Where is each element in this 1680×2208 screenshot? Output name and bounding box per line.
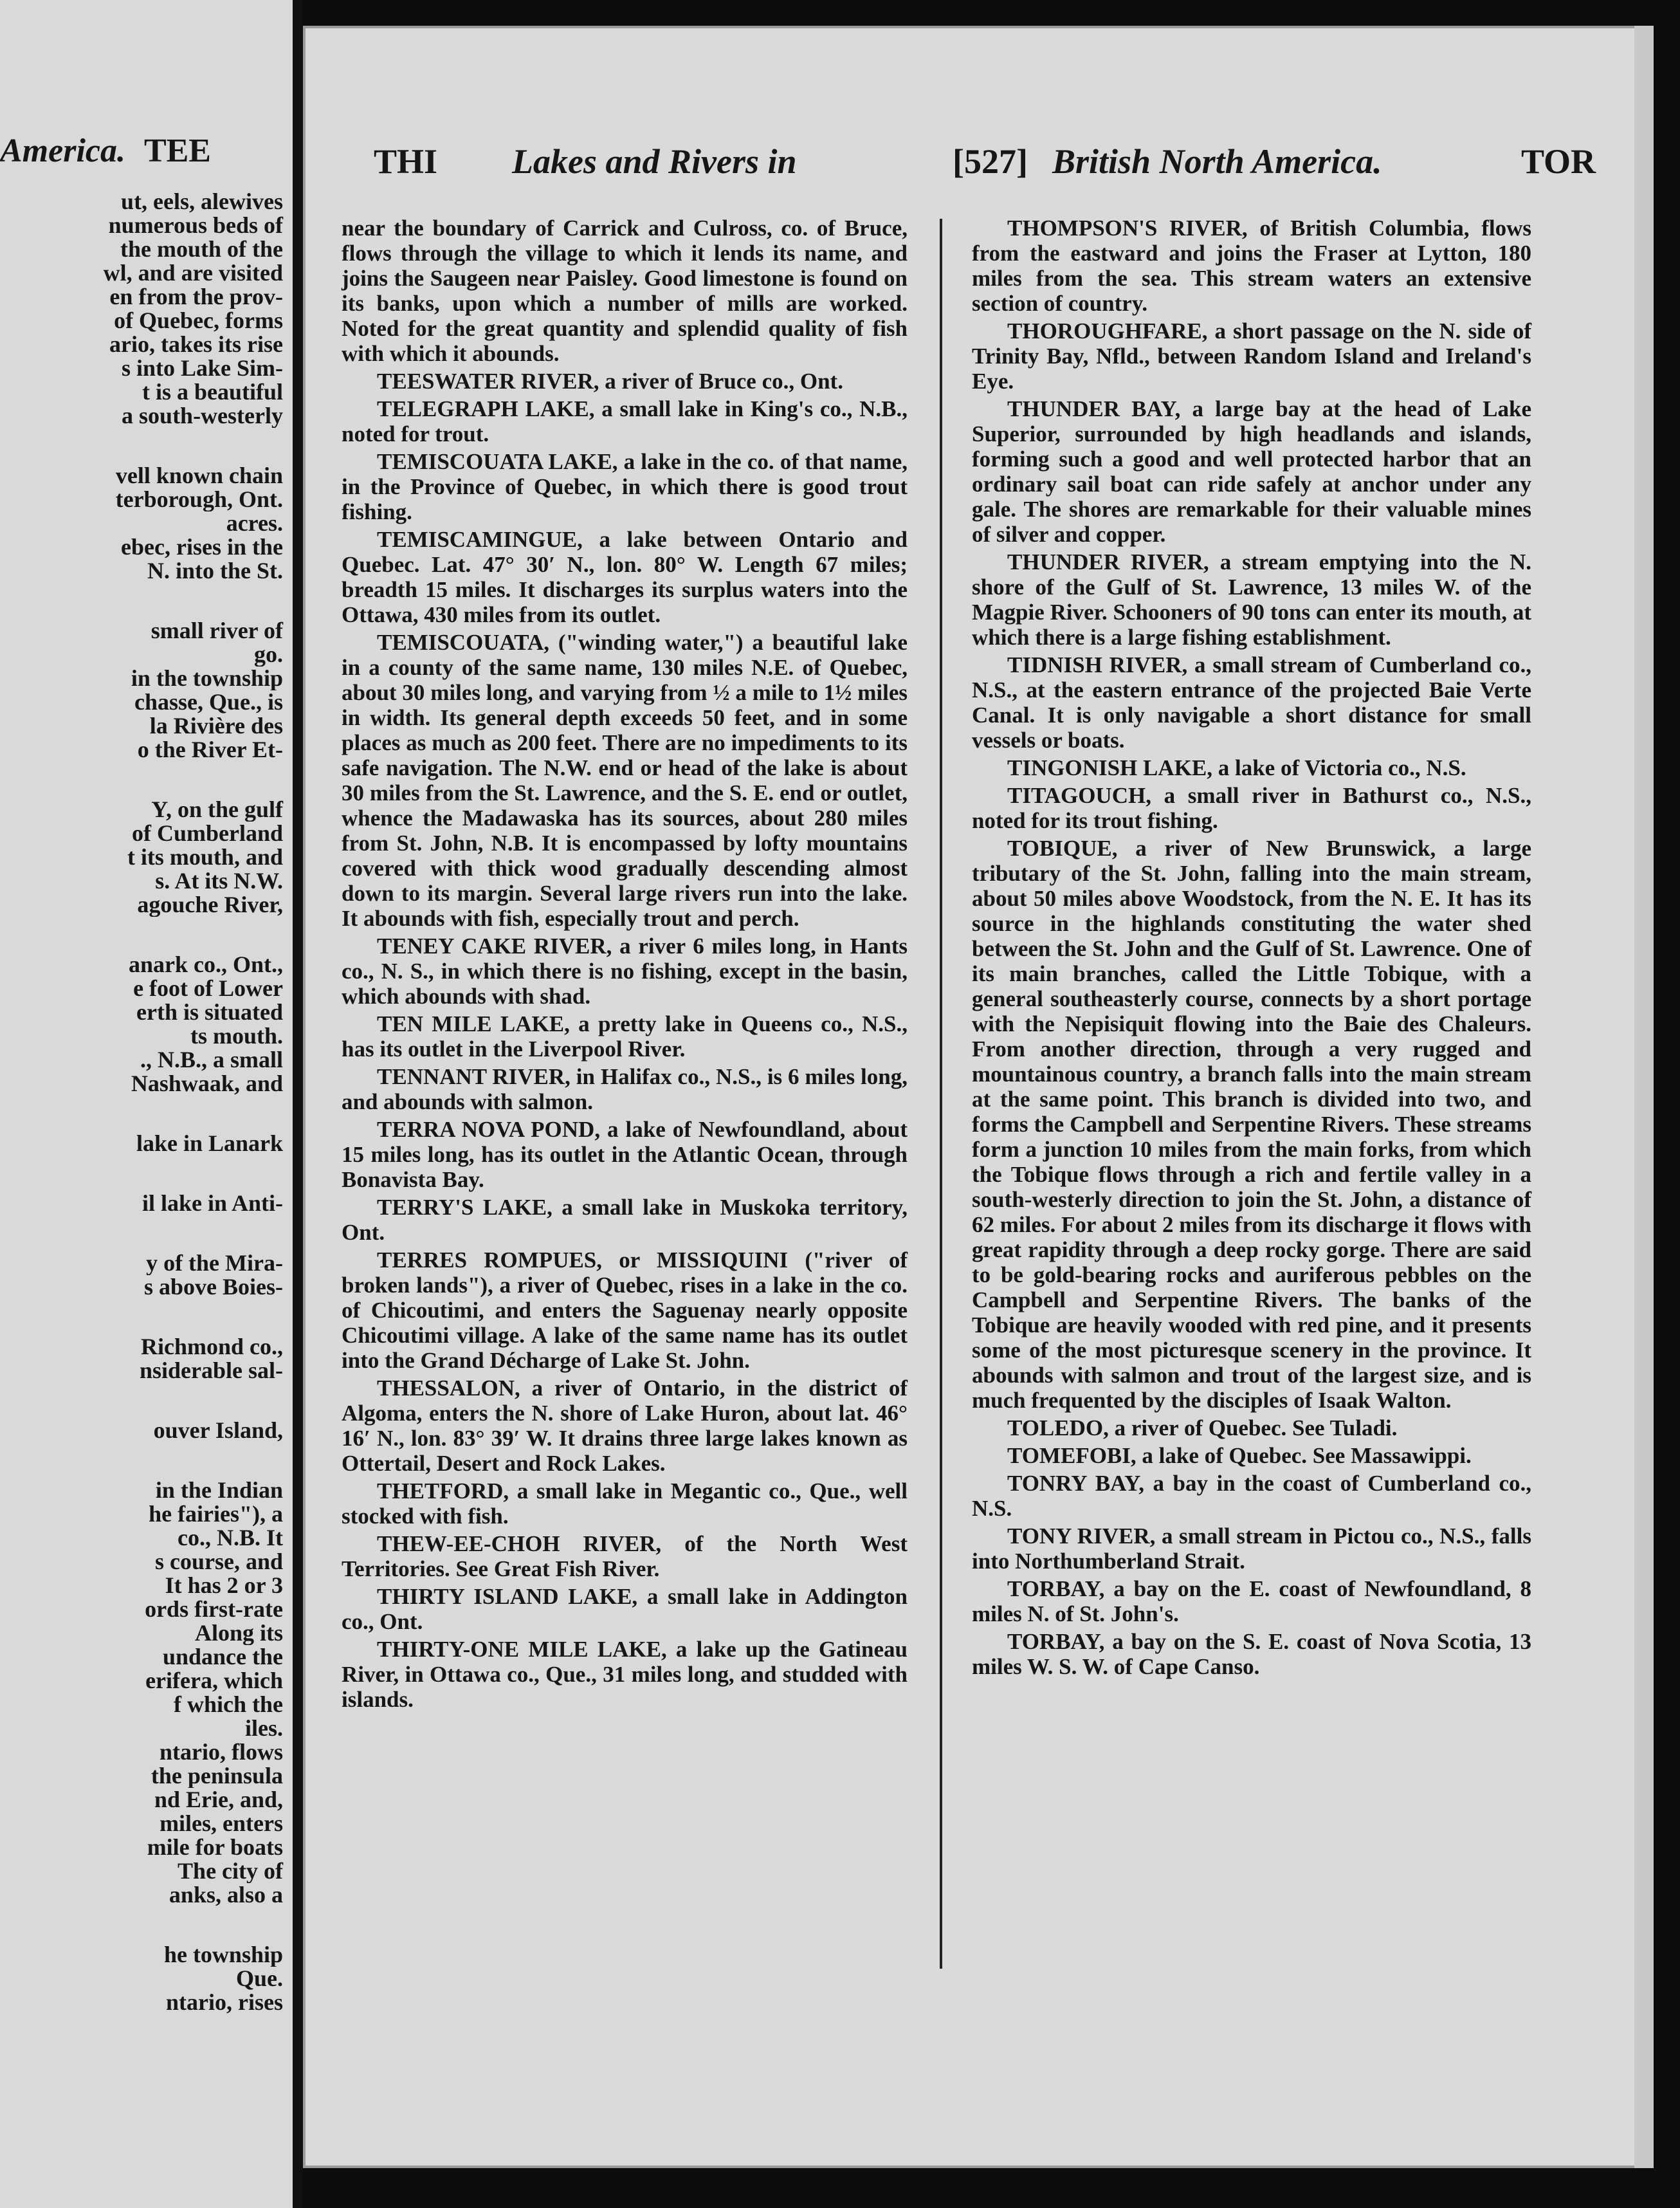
previous-page-line: mile for boats	[147, 1835, 283, 1859]
previous-page-line: terborough, Ont.	[115, 488, 283, 511]
previous-page-line: la Rivière des	[149, 714, 283, 738]
gazetteer-entry: TEMISCOUATA LAKE, a lake in the co. of that name, in the Province of Quebec, in which there is good trout fishing.	[342, 449, 908, 524]
previous-page-line: erth is situated	[136, 1000, 283, 1024]
previous-page-line: Along its	[194, 1621, 283, 1645]
header-title-part-1: Lakes and Rivers in	[512, 142, 797, 181]
gazetteer-entry: TOBIQUE, a river of New Brunswick, a large tributary of the St. John, falling into the main stream, about 50 miles above Woodstock, from the N. E. It has its source in the highlands constituting the water shed between the St. John and the Gulf of St. Lawrence. One of its main branches, called the Little Tobique, with a general southeasterly course, connects by a short portage with the Nepisiquit flowing into the Baie des Chaleurs. From another direction, through a very rugged and mountainous country, a branch falls into the main stream at the same point. This branch is divided into two, and forms the Campbell and Serpentine Rivers. These streams form a junction 10 miles from the main forks, from which the Tobique flows through a rich and fertile valley in a south-westerly direction to join the St. John, a distance of 62 miles. For about 2 miles from its discharge it flows with great rapidity through a deep rocky gorge. There are said to be gold-bearing rocks and auriferous pebbles on the Campbell and Serpentine Rivers. The banks of the Tobique are heavily wooded with red pine, and it presents some of the most picturesque scenery in the province. It abounds with salmon and trout of the largest size, and is much frequented by the disciples of Isaak Walton.	[972, 836, 1531, 1413]
header-guide-word-right: TOR	[1520, 142, 1596, 181]
gazetteer-entry: TEMISCAMINGUE, a lake between Ontario and Quebec. Lat. 47° 30′ N., lon. 80° W. Length 67 miles; breadth 15 miles. It discharges its surplus waters into the Ottawa, 430 miles from its outlet.	[342, 527, 908, 627]
previous-page-line: Y, on the gulf	[151, 798, 283, 822]
previous-page-line: small river of	[151, 619, 283, 643]
previous-page-line: ouver Island,	[153, 1419, 283, 1442]
gazetteer-entry: TINGONISH LAKE, a lake of Victoria co., N.S.	[1007, 755, 1466, 780]
previous-page-line	[0, 762, 289, 798]
gazetteer-entry: TENNANT RIVER, in Halifax co., N.S., is 6 miles long, and abounds with salmon.	[342, 1064, 908, 1114]
previous-page-line: ntario, rises	[166, 1991, 283, 2014]
gazetteer-entry: TORBAY, a bay on the S. E. coast of Nova Scotia, 13 miles W. S. W. of Cape Canso.	[972, 1629, 1531, 1679]
previous-page-line: Nashwaak, and	[131, 1072, 283, 1096]
previous-page-line	[0, 917, 289, 953]
previous-page-line: s course, and	[154, 1550, 283, 1574]
previous-page-line: iles.	[245, 1716, 283, 1740]
running-header	[374, 142, 1596, 199]
previous-page-line: It has 2 or 3	[165, 1574, 283, 1597]
previous-page-line: he township	[163, 1943, 283, 1967]
gazetteer-entry: TOMEFOBI, a lake of Quebec. See Massawippi.	[1007, 1443, 1472, 1468]
gazetteer-entry: THIRTY ISLAND LAKE, a small lake in Addington co., Ont.	[342, 1584, 908, 1634]
previous-page-line: he fairies"), a	[149, 1502, 283, 1526]
previous-page-line: e foot of Lower	[133, 977, 283, 1000]
header-guide-word-left: THI	[374, 142, 438, 181]
gazetteer-entry: TORBAY, a bay on the E. coast of Newfoundland, 8 miles N. of St. John's.	[972, 1576, 1531, 1626]
previous-page-line: wl, and are visited	[103, 261, 283, 285]
previous-page-line: in the Indian	[155, 1478, 283, 1502]
previous-page-line: acres.	[226, 511, 283, 535]
previous-page-line	[0, 1096, 289, 1132]
previous-page-line: ntario, flows	[160, 1740, 283, 1764]
previous-page-line: agouche River,	[137, 893, 283, 917]
previous-page-line: co., N.B. It	[178, 1526, 283, 1550]
gazetteer-entry: TERRY'S LAKE, a small lake in Muskoka territory, Ont.	[342, 1195, 908, 1245]
gazetteer-entry: TONRY BAY, a bay in the coast of Cumberland co., N.S.	[972, 1471, 1531, 1521]
previous-page-text	[0, 190, 289, 2014]
previous-page-line: N. into the St.	[147, 559, 283, 583]
gazetteer-entry: TIDNISH RIVER, a small stream of Cumberland co., N.S., at the eastern entrance of the projected Baie Verte Canal. It is only navigable a short distance for small vessels or boats.	[972, 652, 1531, 753]
gazetteer-entry: near the boundary of Carrick and Culross, co. of Bruce, flows through the village to which it lends its name, and joins the Saugeen near Paisley. Good limestone is found on its banks, upon which a number of mills are worked. Noted for the great quantity and splendid quality of fish with which it abounds.	[342, 216, 908, 366]
previous-page-line: a south-westerly	[122, 404, 283, 428]
previous-page-line: the mouth of the	[120, 237, 283, 261]
right-column	[972, 216, 1531, 1682]
column-divider	[940, 219, 942, 1969]
previous-page-line: il lake in Anti-	[142, 1191, 283, 1215]
previous-page-line: s. At its N.W.	[155, 869, 283, 893]
previous-page-line	[0, 1383, 289, 1419]
page	[303, 26, 1654, 2168]
gazetteer-entry: THUNDER BAY, a large bay at the head of Lake Superior, surrounded by high headlands and islands, forming such a good and well protected harbor that an ordinary sail boat can ride safely at anchor under any gale. The shores are remarkable for their valuable mines of silver and copper.	[972, 396, 1531, 547]
previous-page-line: ords first-rate	[145, 1597, 283, 1621]
gazetteer-entry: TONY RIVER, a small stream in Pictou co., N.S., falls into Northumberland Strait.	[972, 1523, 1531, 1574]
gazetteer-entry: TOLEDO, a river of Quebec. See Tuladi.	[1007, 1415, 1398, 1440]
gazetteer-entry: THIRTY-ONE MILE LAKE, a lake up the Gatineau River, in Ottawa co., Que., 31 miles long, and studded with islands.	[342, 1637, 908, 1712]
previous-page-line: o the River Et-	[137, 738, 283, 762]
previous-page-header-right: TEE	[143, 133, 211, 169]
previous-page-line: of Cumberland	[131, 822, 283, 845]
gazetteer-entry: TELEGRAPH LAKE, a small lake in King's co., N.B., noted for trout.	[342, 396, 908, 446]
previous-page-line: ts mouth.	[190, 1024, 283, 1048]
gazetteer-entry: TEESWATER RIVER, a river of Bruce co., Ont.	[377, 369, 843, 394]
gazetteer-entry: TERRES ROMPUES, or MISSIQUINI ("river of broken lands"), a river of Quebec, rises in a lake in the co. of Chicoutimi, and enters the Saguenay nearly opposite Chicoutimi village. A lake of the same name has its outlet into the Grand Décharge of Lake St. John.	[342, 1247, 908, 1373]
previous-page-line: go.	[254, 643, 283, 667]
previous-page-strip	[0, 0, 297, 2208]
previous-page-line: numerous beds of	[108, 214, 283, 237]
previous-page-line: ., N.B., a small	[140, 1048, 283, 1072]
previous-page-line: of Quebec, forms	[114, 309, 283, 333]
previous-page-line: vell known chain	[115, 464, 283, 488]
previous-page-line	[0, 1442, 289, 1478]
gazetteer-entry: TENEY CAKE RIVER, a river 6 miles long, in Hants co., N. S., in which there is no fishing, except in the basin, which abounds with shad.	[342, 934, 908, 1009]
previous-page-line: anark co., Ont.,	[128, 953, 283, 977]
previous-page-line: anks, also a	[169, 1883, 283, 1907]
previous-page-line: the peninsula	[151, 1764, 283, 1788]
page-number: [527]	[953, 142, 1028, 181]
previous-page-line	[0, 1299, 289, 1335]
previous-page-line: ut, eels, alewives	[121, 190, 283, 214]
previous-page-line: t its mouth, and	[127, 845, 283, 869]
previous-page-header-left: America.	[0, 133, 125, 169]
previous-page-header	[0, 132, 283, 170]
gazetteer-entry: THETFORD, a small lake in Megantic co., Que., well stocked with fish.	[342, 1478, 908, 1529]
gazetteer-entry: TITAGOUCH, a small river in Bathurst co., N.S., noted for its trout fishing.	[972, 783, 1531, 833]
previous-page-line: t is a beautiful	[142, 380, 283, 404]
gazetteer-entry: TERRA NOVA POND, a lake of Newfoundland, about 15 miles long, has its outlet in the Atlantic Ocean, through Bonavista Bay.	[342, 1117, 908, 1192]
previous-page-line: y of the Mira-	[146, 1251, 283, 1275]
header-title-part-2: British North America.	[1052, 142, 1382, 181]
previous-page-line: nd Erie, and,	[154, 1788, 283, 1812]
gazetteer-entry: THUNDER RIVER, a stream emptying into the N. shore of the Gulf of St. Lawrence, 13 miles W. of the Magpie River. Schooners of 90 tons can enter its mouth, at which there is a large fishing establishment.	[972, 549, 1531, 650]
previous-page-line: chasse, Que., is	[134, 690, 283, 714]
previous-page-line: ebec, rises in the	[121, 535, 283, 559]
previous-page-line: s above Boies-	[144, 1275, 283, 1299]
previous-page-line: in the township	[131, 667, 283, 690]
previous-page-line: Que.	[235, 1967, 283, 1991]
previous-page-line	[0, 583, 289, 619]
left-column	[342, 216, 908, 1715]
previous-page-line: lake in Lanark	[136, 1132, 283, 1155]
previous-page-line	[0, 1907, 289, 1943]
previous-page-line: Richmond co.,	[140, 1335, 283, 1359]
previous-page-line: miles, enters	[160, 1812, 283, 1835]
previous-page-line: s into Lake Sim-	[121, 356, 283, 380]
previous-page-line: f which the	[174, 1693, 283, 1716]
previous-page-line: undance the	[162, 1645, 283, 1669]
previous-page-line: en from the prov-	[109, 285, 283, 309]
book-gutter	[293, 0, 303, 2208]
gazetteer-entry: TEN MILE LAKE, a pretty lake in Queens co., N.S., has its outlet in the Liverpool River.	[342, 1011, 908, 1062]
previous-page-line: nsiderable sal-	[139, 1359, 283, 1383]
previous-page-line	[0, 1215, 289, 1251]
previous-page-line: ario, takes its rise	[109, 333, 283, 356]
gazetteer-entry: TEMISCOUATA, ("winding water,") a beautiful lake in a county of the same name, 130 miles N.E. of Quebec, about 30 miles long, and varying from ½ a mile to 1½ miles in width. Its general depth exceeds 50 feet, and in some places as much as 200 feet. There are no impediments to its safe navigation. The N.W. end or head of the lake is about 30 miles from the St. Lawrence, and the S. E. end or outlet, whence the Madawaska has its sources, about 280 miles from St. John, N.B. It is encompassed by lofty mountains covered with thick wood gradually descending almost down to its margin. Several large rivers run into the lake. It abounds with fish, especially trout and perch.	[342, 630, 908, 931]
previous-page-line: The city of	[178, 1859, 283, 1883]
previous-page-line	[0, 1155, 289, 1191]
gazetteer-entry: THOROUGHFARE, a short passage on the N. side of Trinity Bay, Nfld., between Random Island and Ireland's Eye.	[972, 318, 1531, 394]
gazetteer-entry: THOMPSON'S RIVER, of British Columbia, flows from the eastward and joins the Fraser at Lytton, 180 miles from the sea. This stream waters an extensive section of country.	[972, 216, 1531, 316]
gazetteer-entry: THEW-EE-CHOH RIVER, of the North West Territories. See Great Fish River.	[342, 1531, 908, 1581]
previous-page-line	[0, 428, 289, 464]
gazetteer-entry: THESSALON, a river of Ontario, in the district of Algoma, enters the N. shore of Lake Huron, about lat. 46° 16′ N., lon. 83° 39′ W. It drains three large lakes known as Ottertail, Desert and Rock Lakes.	[342, 1375, 908, 1476]
previous-page-line: erifera, which	[145, 1669, 283, 1693]
